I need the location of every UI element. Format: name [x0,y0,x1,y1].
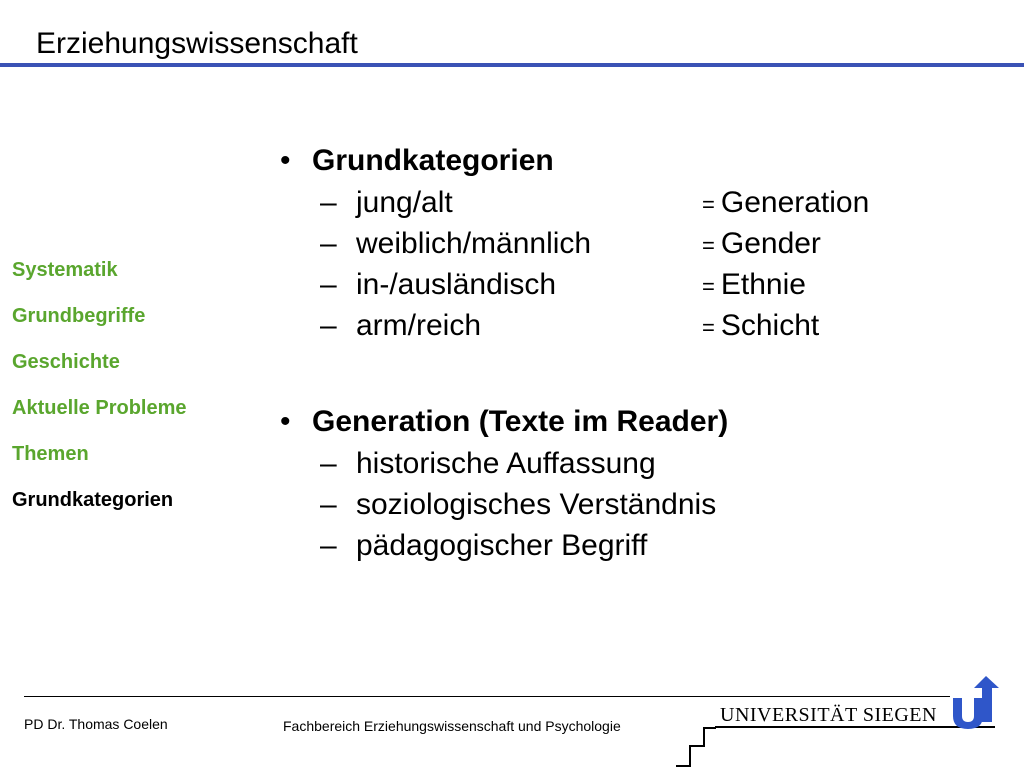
bullet-grundkategorien [272,140,972,346]
equivalence-value: Generation [720,186,870,219]
bullet-heading [272,401,972,443]
equivalence-value: Schicht [720,309,820,342]
equivalence-value: Ethnie [720,268,806,301]
equivalence: = Ethnie [702,268,806,301]
dash-marker: – [320,447,337,480]
sub-item [272,443,972,484]
footer-department: Fachbereich Erziehungswissenschaft und Psychologie [283,718,621,734]
sidebar-item-geschichte[interactable]: Geschichte [12,351,120,373]
equivalence-value: Gender [720,227,821,260]
bullet-title: Grundkategorien [312,144,554,177]
bullet-dot: • [280,405,291,438]
sub-item-text: historische Auffassung [356,447,656,480]
bullet-generation [272,401,972,566]
page-title: Erziehungswissenschaft [36,27,358,60]
bullet-dot: • [280,144,291,177]
dash-marker: – [320,488,337,521]
sidebar-item-systematik[interactable]: Systematik [12,259,118,281]
sub-item [272,484,972,525]
sub-item-text: in-/ausländisch [356,268,557,301]
dash-marker: – [320,186,337,219]
university-name: UNIVERSITÄT SIEGEN [720,704,937,726]
sub-item [272,264,972,305]
footer-rule [24,696,950,697]
sub-item [272,223,972,264]
bullet-heading [272,140,972,182]
dash-marker: – [320,309,337,342]
stair-step-decoration [676,724,716,768]
dash-marker: – [320,268,337,301]
sidebar-item-grundkategorien[interactable]: Grundkategorien [12,489,174,511]
sub-item [272,305,972,346]
sub-item [272,182,972,223]
sub-item-text: soziologisches Verständnis [356,488,717,521]
header-rule [0,63,1024,67]
sub-item [272,525,972,566]
sidebar-item-themen[interactable]: Themen [12,443,89,465]
equivalence: = Gender [702,227,821,260]
bullet-title: Generation (Texte im Reader) [312,405,729,438]
footer-author: PD Dr. Thomas Coelen [24,716,168,732]
sub-item-text: weiblich/männlich [356,227,592,260]
equivalence: = Generation [702,186,870,219]
sub-item-text: arm/reich [356,309,482,342]
dash-marker: – [320,529,337,562]
sub-item-text: pädagogischer Begriff [356,529,648,562]
slide-content [272,140,972,566]
dash-marker: – [320,227,337,260]
equivalence: = Schicht [702,309,820,342]
university-logo-icon [950,674,1000,730]
sidebar-item-grundbegriffe[interactable]: Grundbegriffe [12,305,146,327]
sidebar-nav [12,255,252,531]
sidebar-item-aktuelle-probleme[interactable]: Aktuelle Probleme [12,397,187,419]
sub-item-text: jung/alt [356,186,453,219]
